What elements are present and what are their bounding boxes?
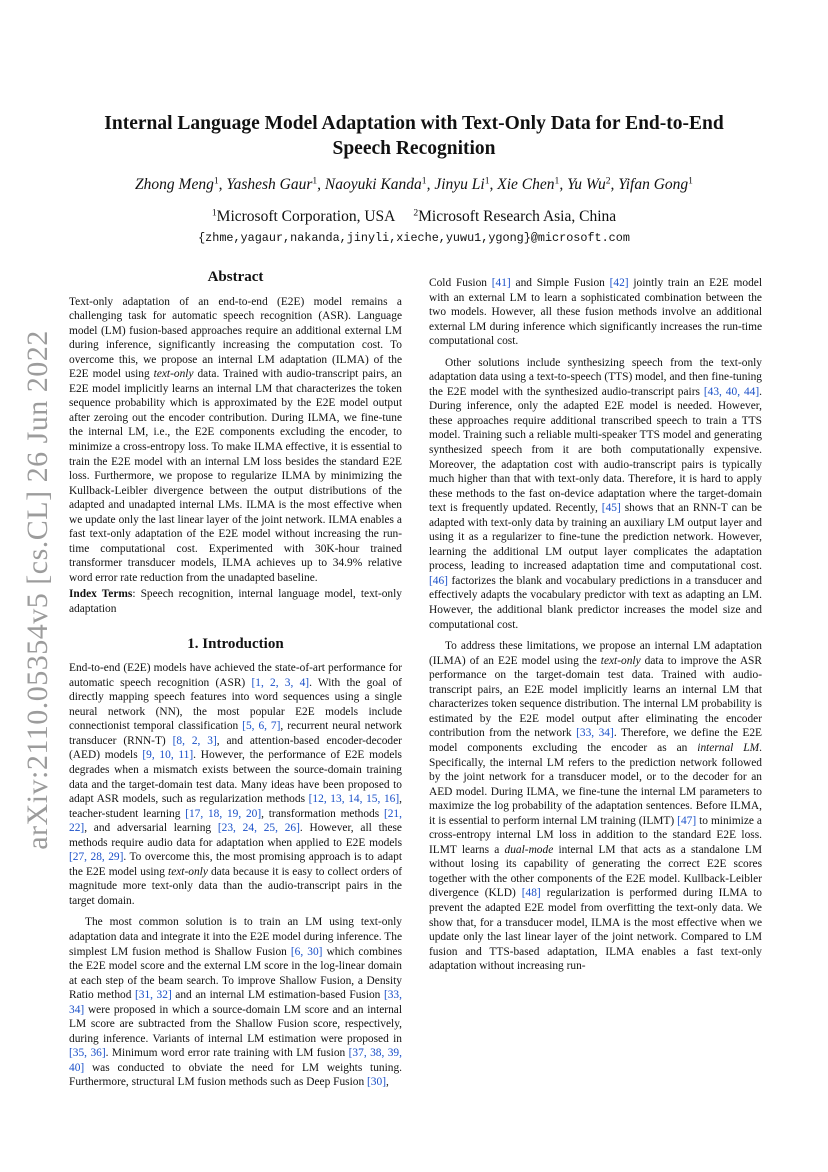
emphasis: dual-mode (504, 843, 554, 856)
citation-link[interactable]: [33, 34] (69, 989, 402, 1016)
author-affiliation-mark: 1 (554, 175, 560, 187)
intro-paragraph-4: To address these limitations, we propose an internal LM adaptation (ILMA) of an E2E model using the text-only data to improve the ASR performance on the target-domain test data. Trained with audio-transcript pairs, an E2E model implicitly learns an internal LM that characterizes token sequence distribution. The internal LM probability is estimated by the E2E model output after eliminating the encoder contribution from the network [33, 34]. Therefore, we define the E2E model components excluding the encoder as an internal LM. Specifically, the internal LM refers to the prediction network followed by the joint network for a transducer model, or to the decoder for an AED model. During ILMA, we fine-tune the internal LM parameters to maximize the log probability of the adaptation sentences. Before ILMA, it is essential to perform internal LM training (ILMT) [47] to minimize a cross-entropy internal LM loss in addition to the standard E2E loss. ILMT learns a dual-mode internal LM that acts as a standalone LM without losing its capability of generating the correct E2E scores together with the other components of the E2E model. Kullback-Leibler divergence (KLD) [48] regularization is performed during ILMA to prevent the adapted E2E model from overfitting the text-only data. We show that, for a transducer model, ILMA is the most effective when we update only the last linear layer of the joint network. Compared to LM fusion and TTS-based adaptation, ILMA enables a fast text-only adaptation without increasing run- (429, 640, 762, 973)
author-list: Zhong Meng$^1$, Yashesh Gaur$^1$, Naoyuki Kanda$^1$, Jinyu Li$^1$, Xie Chen$^1$, Yu Wu$^2$, Yifan Gong$^1$ (135, 175, 693, 193)
citation-link[interactable]: [48] (521, 887, 541, 900)
author-name: Naoyuki Kanda (324, 176, 422, 193)
affiliations (80, 208, 748, 226)
author-name: Zhong Meng (135, 176, 214, 193)
citation-link[interactable]: [23, 24, 25, 26] (217, 822, 300, 835)
intro-paragraph-2-continued: Cold Fusion [41] and Simple Fusion [42] jointly train an E2E model with an external LM to learn a sophisticated combination between the two models. However, all these fusion methods involve an additional external LM during inference which significantly increases the run-time computational cost. (429, 277, 762, 348)
left-column (69, 270, 402, 1090)
citation-link[interactable]: [17, 18, 19, 20] (185, 807, 262, 820)
arxiv-sidebar (8, 330, 68, 850)
citation-link[interactable]: [42] (609, 277, 629, 289)
citation-link[interactable]: [31, 32] (134, 989, 172, 1002)
author-affiliation-mark: 1 (421, 175, 427, 187)
abstract-heading: Abstract (207, 269, 264, 285)
intro-paragraph-1: End-to-end (E2E) models have achieved the state-of-art performance for automatic speech recognition (ASR) [1, 2, 3, 4]. With the goal of directly mapping speech features into word sequences using a single neural network (NN), the most popular E2E models include connectionist temporal classification [5, 6, 7], recurrent neural network transducer (RNN-T) [8, 2, 3], and attention-based encoder-decoder (AED) models [9, 10, 11]. However, the performance of E2E models degrades when a mismatch exists between the source-domain training data and the target-domain test data. Many ideas have been proposed to adapt ASR models, such as regularization methods [12, 13, 14, 15, 16], teacher-student learning [17, 18, 19, 20], transformation methods [21, 22], and adversarial learning [23, 24, 25, 26]. However, all these methods require audio data for adaptation when applied to E2E models [27, 28, 29]. To overcome this, the most promising approach is to adapt the E2E model using text-only data because it is easy to collect orders of magnitude more text-only data than the audio-transcript pairs in the target domain. (69, 662, 403, 907)
citation-link[interactable]: [5, 6, 7] (242, 720, 281, 733)
title-line-1: Internal Language Model Adaptation with Text-Only Data for End-to-End (104, 113, 724, 134)
emphasis: internal LM (697, 741, 760, 754)
author-affiliation-mark: 1 (213, 175, 219, 187)
author-name: Jinyu Li (434, 176, 485, 193)
intro-paragraph-3: Other solutions include synthesizing speech from the text-only adaptation data using a text-to-speech (TTS) model, and then fine-tuning the E2E model with the synthesized audio-transcript pairs [43, 40, 44]. During inference, only the adapted E2E model is needed. However, these approaches require additional transcribed speech to train a TTS model. Training such a reliable multi-speaker TTS model and generating synthesized speech from it are both computationally expensive. Moreover, the adaptation cost with audio-transcript pairs is typically much higher than that with text-only data. Therefore, it is hard to apply these methods to the fast on-device adaptation where the target-domain text is frequently updated. Recently, [45] shows that an RNN-T can be adapted with text-only data by training an auxiliary LM output layer and using it as a regularizer to fine-tune the prediction network. However, learning the additional LM output layer complicates the adaptation process, leading to increased adaptation time and computational cost. [46] factorizes the blank and vocabulary predictions in a transducer and effectively adapts the vocabulary predictor with text as adapting an LM. However, the additional blank predictor increases the model size and computational cost. (429, 356, 762, 631)
citation-link[interactable]: [37, 38, 39, 40] (69, 1047, 402, 1074)
index-terms-label: Index Terms (69, 588, 133, 601)
arxiv-identifier[interactable]: arXiv:2110.05354v5 [cs.CL] 26 Jun 2022 (21, 330, 54, 850)
citation-link[interactable]: [47] (677, 814, 697, 827)
title-line-2: Speech Recognition (332, 138, 496, 159)
intro-paragraph-2: The most common solution is to train an LM using text-only adaptation data and integrate it into the E2E model during inference. The simplest LM fusion method is Shallow Fusion [6, 30] which combines the E2E model score and the external LM score in the log-linear domain at each step of the beam search. To improve Shallow Fusion, a Density Ratio method [31, 32] and an internal LM estimation-based Fusion [33, 34] were proposed in which a source-domain LM score and an internal LM score are subtracted from the Shallow Fusion score, respectively, during inference. Variants of internal LM estimation were proposed in [35, 36]. Minimum word error rate training with LM fusion [37, 38, 39, 40] was conducted to obviate the need for LM weights tuning. Furthermore, structural LM fusion methods such as Deep Fusion [30], (69, 916, 403, 1089)
author-emails[interactable]: {zhme,yagaur,nakanda,jinyli,xieche,yuwu1,ygong}@microsoft.com (198, 231, 630, 245)
right-column (429, 276, 762, 974)
author-affiliation-mark: 1 (688, 175, 693, 187)
affiliation-number: 2 (413, 207, 419, 219)
citation-link[interactable]: [1, 2, 3, 4] (251, 676, 310, 689)
citation-link[interactable]: [41] (491, 277, 511, 289)
author-name: Yashesh Gaur (226, 176, 313, 193)
citation-link[interactable]: [6, 30] (290, 945, 323, 958)
citation-link[interactable]: [12, 13, 14, 15, 16] (308, 793, 400, 806)
citation-link[interactable]: [9, 10, 11] (142, 749, 194, 762)
citation-link[interactable]: [46] (429, 574, 448, 587)
citation-link[interactable]: [8, 2, 3] (172, 734, 217, 747)
affiliation-number: 1 (211, 207, 217, 219)
index-terms (69, 587, 402, 616)
citation-link[interactable]: [43, 40, 44] (703, 385, 760, 398)
citation-link[interactable]: [33, 34] (576, 727, 614, 740)
paper-title (80, 111, 748, 161)
author-name: Xie Chen (497, 176, 555, 193)
author-affiliation-mark: 1 (484, 175, 490, 187)
author-name: Yifan Gong (618, 176, 689, 193)
abstract-body: Text-only adaptation of an end-to-end (E2E) model remains a challenging task for automatic speech recognition (ASR). Language model (LM) fusion-based approaches require an additional external LM during inference, significantly increasing the computation cost. To overcome this, we propose an internal LM adaptation (ILMA) of the E2E model using text-only data. Trained with audio-transcript pairs, an E2E model implicitly learns an internal LM that characterizes the token sequence probability which is approximated by the E2E model output after zeroing out the encoder contribution. During ILMA, we fine-tune the internal LM, i.e., the E2E components excluding the encoder, to minimize a cross-entropy loss. To make ILMA effective, it is essential to train the E2E model with an internal LM loss besides the standard E2E loss. Furthermore, we propose to regularize ILMA by minimizing the Kullback-Leibler divergence between the output distributions of the adapted and unadapted internal LMs. ILMA is the most effective when we update only the last linear layer of the joint network. ILMA enables a fast text-only adaptation of the E2E model without increasing the run-time computational cost. Experimented with 30K-hour trained transformer transducer models, ILMA achieves up to 34.9% relative word error rate reduction from the unadapted baseline. (69, 295, 403, 584)
affiliation-name: Microsoft Research Asia, China (418, 208, 617, 225)
author-affiliation-mark: 1 (312, 175, 318, 187)
citation-link[interactable]: [30] (367, 1076, 386, 1089)
emphasis: text-only (168, 865, 208, 878)
introduction-heading: 1. Introduction (187, 635, 284, 652)
citation-link[interactable]: [35, 36] (69, 1047, 106, 1060)
affiliation-name: Microsoft Corporation, USA (216, 208, 396, 225)
emphasis: text-only (600, 654, 641, 667)
citation-link[interactable]: [27, 28, 29] (69, 851, 124, 864)
author-affiliation-mark: 2 (605, 175, 611, 187)
citation-link[interactable]: [45] (601, 502, 621, 515)
citation-link[interactable]: [21, 22] (69, 807, 402, 835)
index-terms-text: : Speech recognition, internal language model, text-only adaptation (69, 588, 402, 616)
author-name: Yu Wu (567, 176, 606, 193)
